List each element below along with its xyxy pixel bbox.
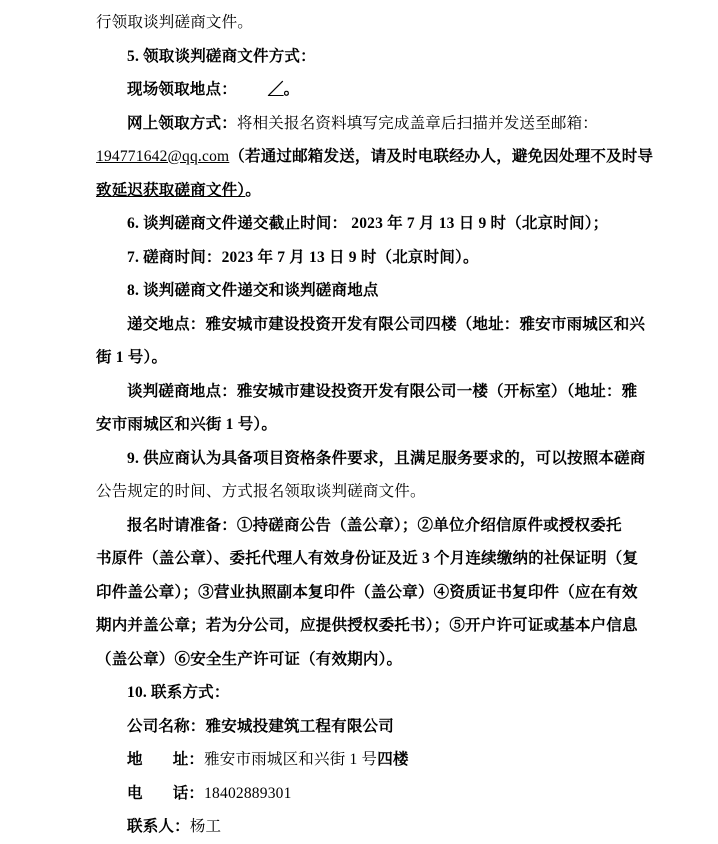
email-note-continued: 致延迟获取磋商文件） bbox=[96, 181, 246, 199]
section-10-title: 10. 联系方式： bbox=[127, 684, 230, 701]
line-text: 行领取谈判磋商文件。 bbox=[96, 14, 254, 31]
onsite-pickup-line bbox=[96, 73, 670, 107]
section-9-line bbox=[96, 442, 670, 476]
online-pickup-text: 将相关报名资料填写完成盖章后扫描并发送至邮箱： bbox=[236, 114, 599, 132]
negotiation-location-text: 谈判磋商地点：雅安城市建设投资开发有限公司一楼（开标室）（地址：雅 bbox=[127, 382, 638, 400]
onsite-pickup-label: 现场领取地点： bbox=[127, 81, 237, 98]
address-label-suffix: 址： bbox=[172, 751, 205, 768]
address-value: 雅安市雨城区和兴街 1 号 bbox=[204, 751, 378, 768]
delivery-location-text: 递交地点：雅安城市建设投资开发有限公司四楼（地址：雅安市雨城区和兴 bbox=[127, 315, 646, 333]
delivery-location-line-2 bbox=[96, 341, 670, 375]
contact-line bbox=[96, 810, 670, 844]
section-9-line-2 bbox=[96, 475, 670, 509]
preparation-line-3 bbox=[96, 576, 670, 610]
section-5-heading bbox=[96, 40, 670, 74]
address-value-floor: 四楼 bbox=[377, 751, 409, 768]
email-line bbox=[96, 140, 670, 174]
section-7-text: 7. 磋商时间：2023 年 7 月 13 日 9 时（北京时间）。 bbox=[127, 248, 479, 266]
onsite-pickup-period: 。 bbox=[283, 81, 300, 98]
company-name-label: 公司名称： bbox=[127, 717, 206, 735]
delivery-location-line bbox=[96, 308, 670, 342]
online-pickup-label: 网上领取方式： bbox=[127, 114, 237, 132]
phone-value: 18402889301 bbox=[204, 784, 292, 802]
section-7-line bbox=[96, 241, 670, 275]
negotiation-location-line bbox=[96, 375, 670, 409]
email-note: （若通过邮箱发送，请及时电联经办人，避免因处理不及时导 bbox=[229, 148, 654, 165]
section-6-text: 6. 谈判磋商文件递交截止时间： 2023 年 7 月 13 日 9 时（北京时间）； bbox=[127, 215, 609, 232]
address-label-char: 地 bbox=[127, 751, 143, 768]
preparation-text-3: 印件盖公章）；③营业执照副本复印件（盖公章）④资质证书复印件（应在有效 bbox=[96, 583, 638, 601]
contact-label: 联系人： bbox=[127, 818, 190, 835]
company-name-line bbox=[96, 710, 670, 744]
preparation-text-1: 报名时请准备：①持磋商公告（盖公章）；②单位介绍信原件或授权委托 bbox=[127, 516, 622, 534]
section-9-number: 9. 供应商认为具备项目资格条件要求，且满足服务要求的，可以按照本磋商 bbox=[127, 449, 646, 467]
negotiation-location-text-2: 安市雨城区和兴街 1 号）。 bbox=[96, 416, 278, 433]
address-line bbox=[96, 743, 670, 777]
negotiation-location-line-2 bbox=[96, 408, 670, 442]
phone-label-char: 电 bbox=[127, 784, 143, 802]
email-note-period: 。 bbox=[245, 181, 261, 199]
paragraph-continuation bbox=[96, 6, 670, 40]
preparation-text-4: 期内并盖公章；若为分公司，应提供授权委托书）；⑤开户许可证或基本户信息 bbox=[96, 617, 638, 634]
onsite-pickup-value: ／ bbox=[267, 81, 284, 98]
section-10-heading bbox=[96, 676, 670, 710]
section-6-line bbox=[96, 207, 670, 241]
phone-label-suffix: 话： bbox=[172, 784, 205, 802]
online-pickup-line bbox=[96, 107, 670, 141]
company-name-value: 雅安城投建筑工程有限公司 bbox=[205, 717, 394, 735]
section-9-text-2: 公告规定的时间、方式报名领取谈判磋商文件。 bbox=[96, 483, 426, 500]
phone-line bbox=[96, 777, 670, 811]
section-8-line bbox=[96, 274, 670, 308]
preparation-text-5: （盖公章）⑥安全生产许可证（有效期内）。 bbox=[96, 650, 403, 668]
preparation-line-4 bbox=[96, 609, 670, 643]
delivery-location-text-2: 街 1 号）。 bbox=[96, 349, 168, 366]
contact-value: 杨工 bbox=[189, 818, 222, 835]
section-5-title: 5. 领取谈判磋商文件方式： bbox=[127, 47, 316, 65]
preparation-line-5 bbox=[96, 643, 670, 677]
preparation-line-1 bbox=[96, 509, 670, 543]
preparation-text-2: 书原件（盖公章）、委托代理人有效身份证及近 3 个月连续缴纳的社保证明（复 bbox=[96, 550, 639, 567]
email-address[interactable]: 194771642@qq.com bbox=[96, 148, 230, 165]
email-note-line-2 bbox=[96, 174, 670, 208]
preparation-line-2 bbox=[96, 542, 670, 576]
section-8-text: 8. 谈判磋商文件递交和谈判磋商地点 bbox=[127, 282, 379, 299]
